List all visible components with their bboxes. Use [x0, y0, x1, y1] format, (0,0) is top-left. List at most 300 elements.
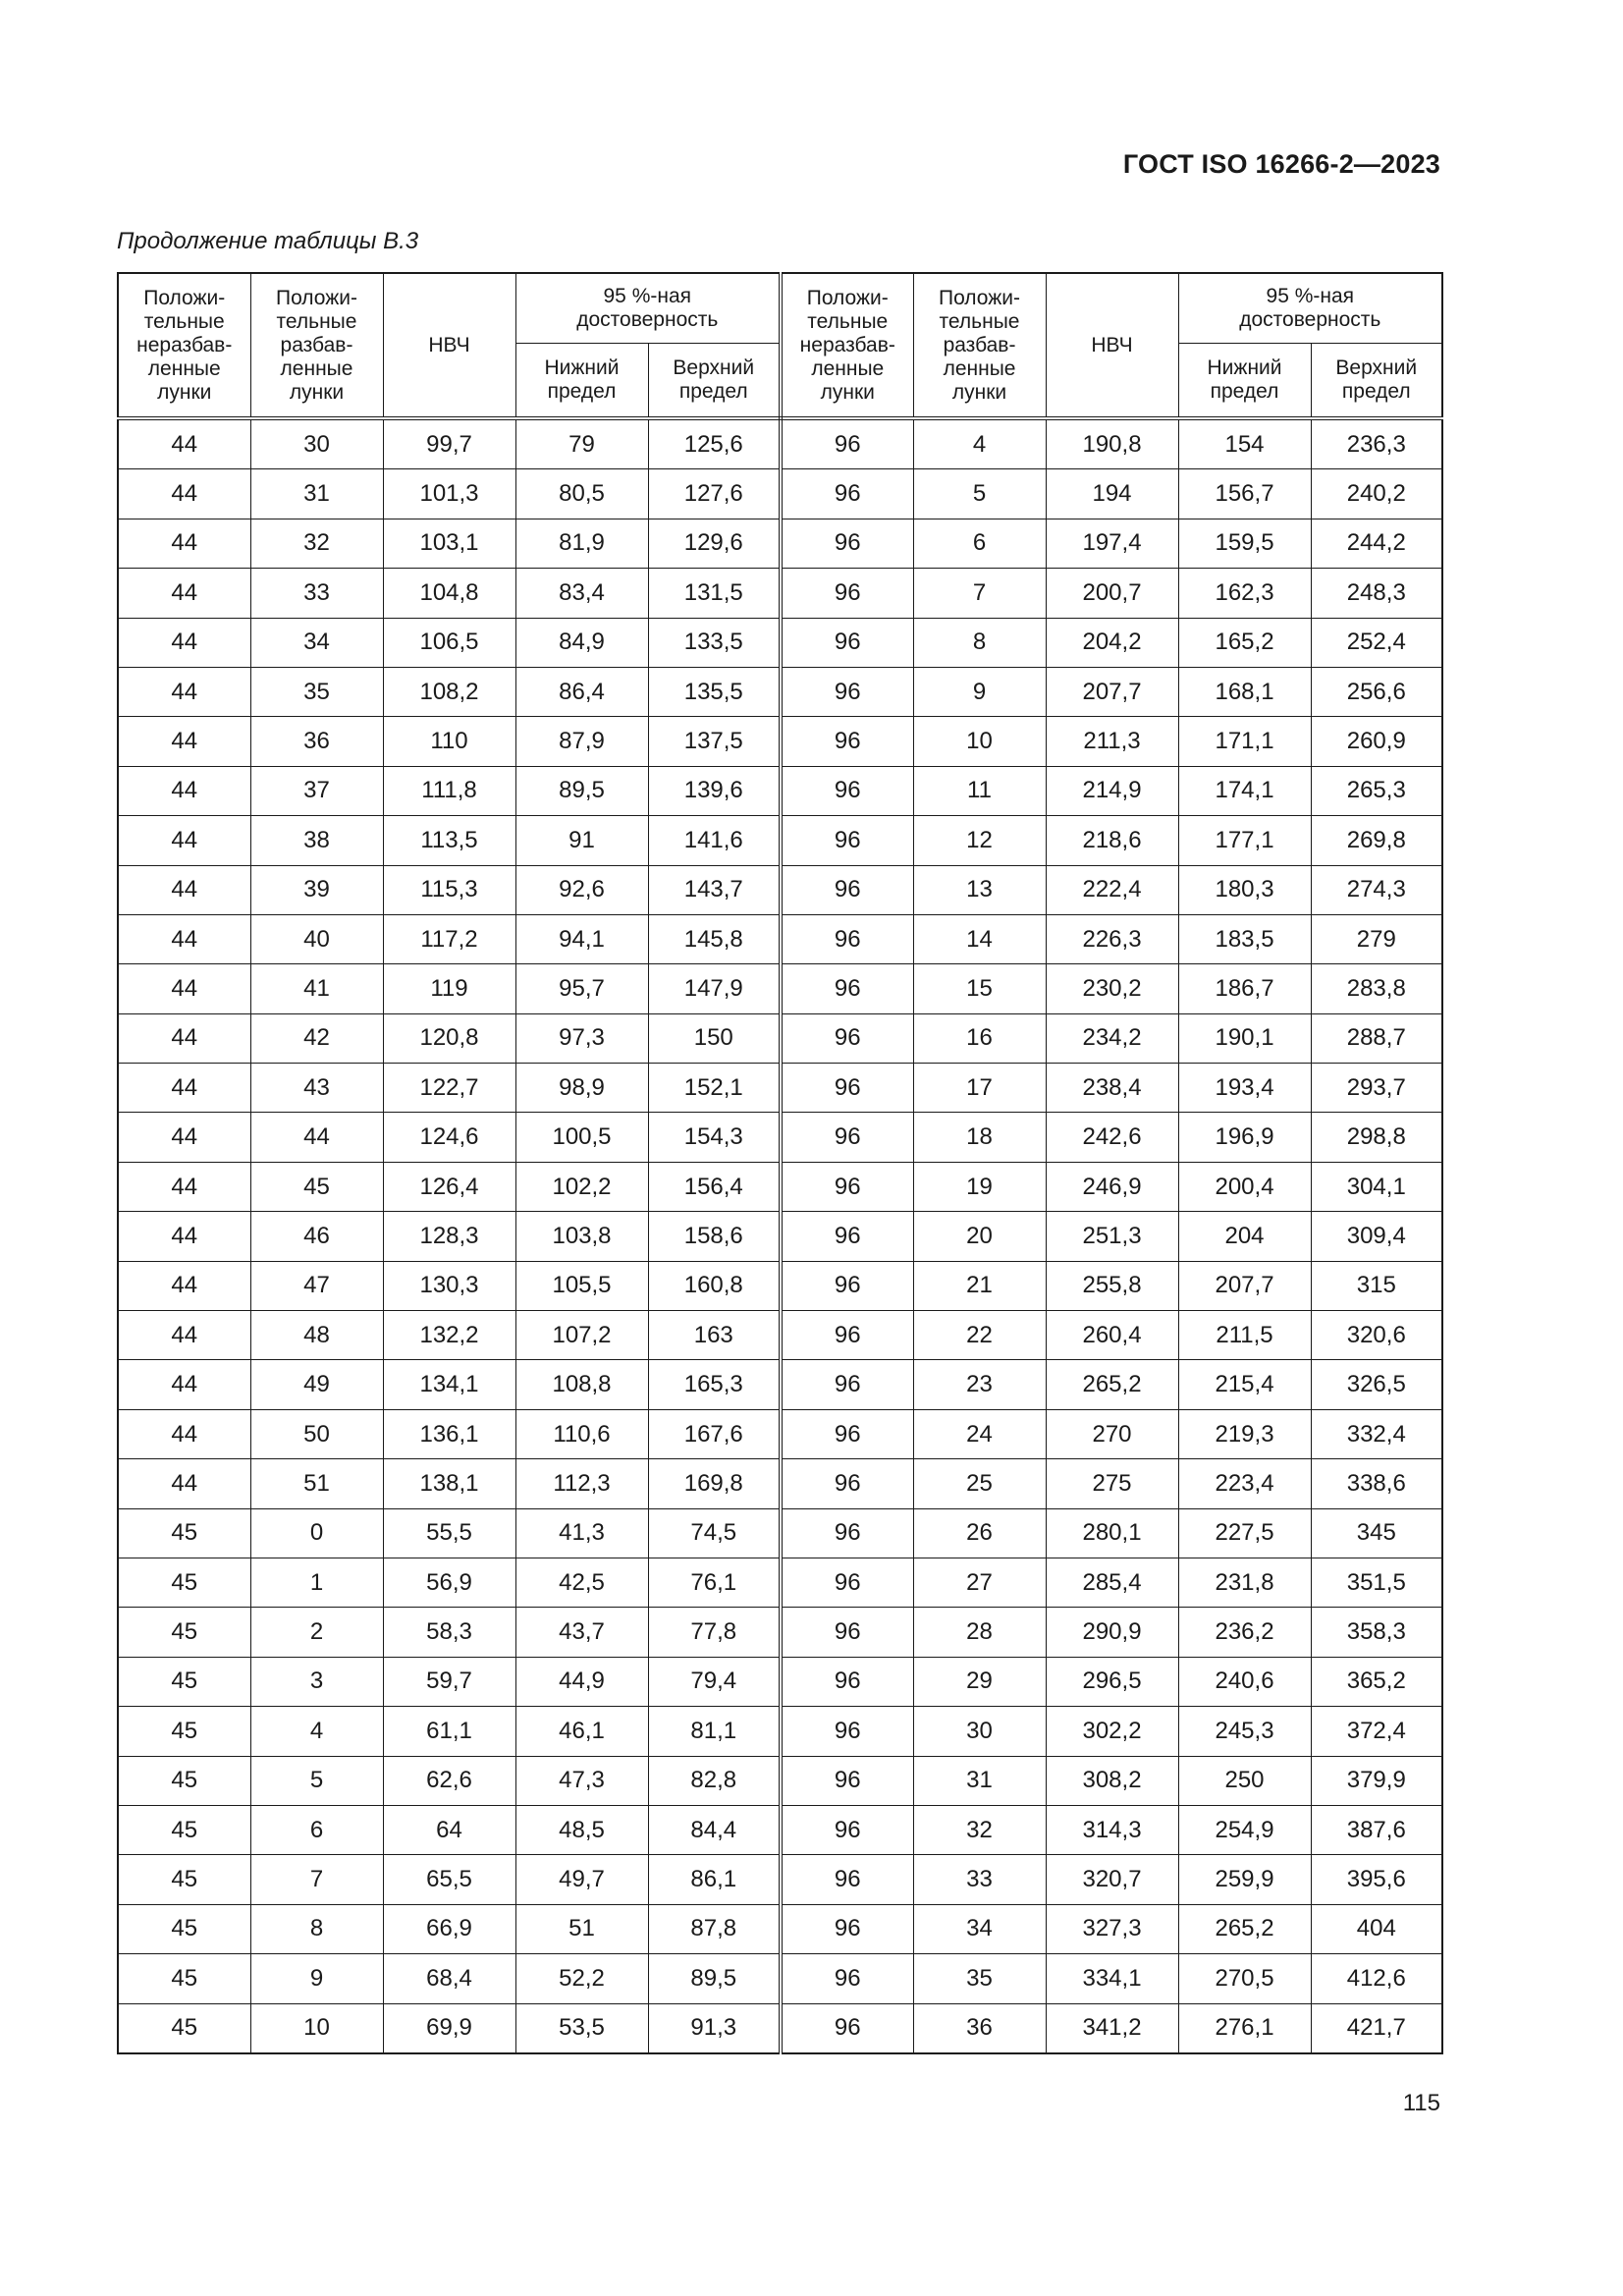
cell-upper: 86,1 [648, 1855, 781, 1904]
page-number: 115 [1402, 2090, 1440, 2116]
cell-mpn-2: 230,2 [1046, 964, 1178, 1013]
table-row [118, 667, 1442, 716]
cell-lower: 81,9 [515, 519, 648, 568]
table-row [118, 964, 1442, 1013]
table-row [118, 618, 1442, 667]
cell-lower-2: 236,2 [1178, 1608, 1311, 1657]
cell-pos-undiluted-2: 96 [781, 1657, 913, 1706]
cell-pos-undiluted-2: 96 [781, 766, 913, 815]
cell-lower: 48,5 [515, 1805, 648, 1854]
cell-pos-diluted-2: 21 [913, 1261, 1046, 1310]
cell-lower-2: 171,1 [1178, 717, 1311, 766]
cell-upper-2: 236,3 [1311, 418, 1442, 469]
cell-lower-2: 156,7 [1178, 469, 1311, 519]
cell-pos-diluted: 50 [250, 1409, 383, 1458]
cell-lower: 108,8 [515, 1360, 648, 1409]
cell-upper: 76,1 [648, 1558, 781, 1607]
cell-upper: 158,6 [648, 1212, 781, 1261]
cell-pos-undiluted-2: 96 [781, 2003, 913, 2053]
cell-pos-diluted-2: 32 [913, 1805, 1046, 1854]
table-row [118, 1805, 1442, 1854]
cell-lower: 110,6 [515, 1409, 648, 1458]
cell-mpn: 104,8 [383, 569, 515, 618]
header-pos-diluted-2: Положи- тельные разбав- ленные лунки [913, 273, 1046, 418]
cell-pos-undiluted: 44 [118, 1409, 250, 1458]
cell-mpn-2: 341,2 [1046, 2003, 1178, 2053]
cell-pos-undiluted: 45 [118, 1508, 250, 1558]
cell-lower: 100,5 [515, 1113, 648, 1162]
cell-upper-2: 345 [1311, 1508, 1442, 1558]
cell-mpn: 55,5 [383, 1508, 515, 1558]
table-row [118, 1261, 1442, 1310]
table-row [118, 914, 1442, 963]
cell-upper: 127,6 [648, 469, 781, 519]
cell-pos-diluted-2: 9 [913, 667, 1046, 716]
cell-upper: 143,7 [648, 865, 781, 914]
cell-upper-2: 269,8 [1311, 816, 1442, 865]
table-container [117, 272, 1441, 2054]
cell-pos-diluted-2: 16 [913, 1013, 1046, 1063]
cell-pos-diluted: 48 [250, 1311, 383, 1360]
cell-upper-2: 288,7 [1311, 1013, 1442, 1063]
cell-mpn-2: 327,3 [1046, 1904, 1178, 1953]
table-caption: Продолжение таблицы В.3 [117, 228, 419, 254]
cell-lower-2: 211,5 [1178, 1311, 1311, 1360]
cell-lower: 91 [515, 816, 648, 865]
cell-lower: 47,3 [515, 1756, 648, 1805]
table-row [118, 1064, 1442, 1113]
cell-lower-2: 177,1 [1178, 816, 1311, 865]
cell-lower-2: 168,1 [1178, 667, 1311, 716]
cell-pos-diluted-2: 29 [913, 1657, 1046, 1706]
cell-upper: 89,5 [648, 1954, 781, 2003]
cell-pos-undiluted-2: 96 [781, 618, 913, 667]
cell-mpn: 130,3 [383, 1261, 515, 1310]
cell-upper: 137,5 [648, 717, 781, 766]
cell-upper: 74,5 [648, 1508, 781, 1558]
cell-mpn: 126,4 [383, 1162, 515, 1211]
cell-mpn-2: 214,9 [1046, 766, 1178, 815]
cell-lower: 98,9 [515, 1064, 648, 1113]
cell-lower: 41,3 [515, 1508, 648, 1558]
header-pos-diluted: Положи- тельные разбав- ленные лунки [250, 273, 383, 418]
cell-pos-diluted: 35 [250, 667, 383, 716]
cell-pos-diluted-2: 31 [913, 1756, 1046, 1805]
cell-mpn-2: 290,9 [1046, 1608, 1178, 1657]
cell-upper-2: 315 [1311, 1261, 1442, 1310]
cell-mpn: 128,3 [383, 1212, 515, 1261]
cell-mpn-2: 334,1 [1046, 1954, 1178, 2003]
cell-pos-diluted: 43 [250, 1064, 383, 1113]
header-mpn-2: НВЧ [1046, 273, 1178, 418]
cell-mpn-2: 265,2 [1046, 1360, 1178, 1409]
cell-pos-diluted: 9 [250, 1954, 383, 2003]
cell-mpn: 115,3 [383, 865, 515, 914]
cell-upper: 145,8 [648, 914, 781, 963]
cell-pos-diluted-2: 26 [913, 1508, 1046, 1558]
cell-upper-2: 274,3 [1311, 865, 1442, 914]
cell-lower: 83,4 [515, 569, 648, 618]
cell-pos-undiluted-2: 96 [781, 964, 913, 1013]
table-row [118, 569, 1442, 618]
cell-lower: 53,5 [515, 2003, 648, 2053]
cell-lower: 97,3 [515, 1013, 648, 1063]
cell-mpn: 58,3 [383, 1608, 515, 1657]
cell-lower-2: 180,3 [1178, 865, 1311, 914]
cell-lower-2: 196,9 [1178, 1113, 1311, 1162]
cell-lower: 84,9 [515, 618, 648, 667]
cell-mpn: 61,1 [383, 1707, 515, 1756]
cell-pos-undiluted: 44 [118, 964, 250, 1013]
cell-pos-diluted-2: 33 [913, 1855, 1046, 1904]
cell-pos-undiluted: 44 [118, 816, 250, 865]
cell-pos-diluted: 33 [250, 569, 383, 618]
cell-lower-2: 219,3 [1178, 1409, 1311, 1458]
cell-pos-undiluted-2: 96 [781, 1212, 913, 1261]
cell-pos-diluted: 44 [250, 1113, 383, 1162]
cell-pos-undiluted-2: 96 [781, 1558, 913, 1607]
cell-pos-diluted-2: 14 [913, 914, 1046, 963]
document-code: ГОСТ ISO 16266-2—2023 [1122, 149, 1440, 179]
cell-pos-undiluted: 44 [118, 1360, 250, 1409]
cell-lower-2: 165,2 [1178, 618, 1311, 667]
cell-mpn: 106,5 [383, 618, 515, 667]
cell-mpn-2: 260,4 [1046, 1311, 1178, 1360]
cell-pos-diluted-2: 10 [913, 717, 1046, 766]
cell-upper: 129,6 [648, 519, 781, 568]
cell-pos-undiluted: 44 [118, 1311, 250, 1360]
cell-pos-diluted: 46 [250, 1212, 383, 1261]
cell-pos-undiluted-2: 96 [781, 1459, 913, 1508]
cell-mpn-2: 308,2 [1046, 1756, 1178, 1805]
cell-upper-2: 365,2 [1311, 1657, 1442, 1706]
cell-upper: 163 [648, 1311, 781, 1360]
cell-pos-diluted-2: 35 [913, 1954, 1046, 2003]
cell-lower-2: 265,2 [1178, 1904, 1311, 1953]
cell-mpn-2: 226,3 [1046, 914, 1178, 963]
cell-pos-diluted: 1 [250, 1558, 383, 1607]
cell-pos-undiluted-2: 96 [781, 1360, 913, 1409]
cell-mpn-2: 275 [1046, 1459, 1178, 1508]
cell-upper: 165,3 [648, 1360, 781, 1409]
cell-mpn: 59,7 [383, 1657, 515, 1706]
cell-pos-diluted-2: 5 [913, 469, 1046, 519]
cell-pos-diluted: 7 [250, 1855, 383, 1904]
cell-pos-diluted: 40 [250, 914, 383, 963]
cell-mpn: 110 [383, 717, 515, 766]
cell-pos-diluted-2: 34 [913, 1904, 1046, 1953]
cell-pos-diluted: 2 [250, 1608, 383, 1657]
cell-pos-undiluted: 44 [118, 1113, 250, 1162]
cell-pos-diluted: 41 [250, 964, 383, 1013]
cell-upper: 169,8 [648, 1459, 781, 1508]
cell-pos-undiluted-2: 96 [781, 1855, 913, 1904]
table-row [118, 1855, 1442, 1904]
cell-upper: 160,8 [648, 1261, 781, 1310]
table-row [118, 1756, 1442, 1805]
cell-lower: 79 [515, 418, 648, 469]
cell-mpn: 124,6 [383, 1113, 515, 1162]
cell-lower: 46,1 [515, 1707, 648, 1756]
cell-mpn-2: 204,2 [1046, 618, 1178, 667]
table-row [118, 1608, 1442, 1657]
cell-pos-diluted: 32 [250, 519, 383, 568]
cell-upper: 87,8 [648, 1904, 781, 1953]
table-row [118, 469, 1442, 519]
cell-mpn: 68,4 [383, 1954, 515, 2003]
cell-upper-2: 293,7 [1311, 1064, 1442, 1113]
cell-mpn: 117,2 [383, 914, 515, 963]
cell-pos-diluted: 37 [250, 766, 383, 815]
cell-pos-undiluted-2: 96 [781, 418, 913, 469]
table-row [118, 2003, 1442, 2053]
mpn-table [117, 272, 1443, 2054]
cell-upper-2: 256,6 [1311, 667, 1442, 716]
table-row [118, 418, 1442, 469]
cell-lower-2: 245,3 [1178, 1707, 1311, 1756]
cell-upper: 91,3 [648, 2003, 781, 2053]
cell-upper: 154,3 [648, 1113, 781, 1162]
cell-upper: 150 [648, 1013, 781, 1063]
cell-mpn: 103,1 [383, 519, 515, 568]
cell-pos-undiluted: 45 [118, 1855, 250, 1904]
cell-lower-2: 231,8 [1178, 1558, 1311, 1607]
cell-pos-undiluted-2: 96 [781, 569, 913, 618]
cell-mpn-2: 255,8 [1046, 1261, 1178, 1310]
header-confidence: 95 %-ная достоверность [515, 273, 781, 344]
cell-pos-diluted-2: 6 [913, 519, 1046, 568]
table-row [118, 1657, 1442, 1706]
cell-lower: 44,9 [515, 1657, 648, 1706]
cell-pos-diluted: 49 [250, 1360, 383, 1409]
cell-lower-2: 223,4 [1178, 1459, 1311, 1508]
cell-pos-undiluted-2: 96 [781, 1064, 913, 1113]
header-pos-undiluted: Положи- тельные неразбав- ленные лунки [118, 273, 250, 418]
cell-mpn-2: 207,7 [1046, 667, 1178, 716]
cell-lower-2: 227,5 [1178, 1508, 1311, 1558]
header-confidence-2: 95 %-ная достоверность [1178, 273, 1442, 344]
cell-upper: 77,8 [648, 1608, 781, 1657]
cell-pos-diluted-2: 20 [913, 1212, 1046, 1261]
cell-lower: 102,2 [515, 1162, 648, 1211]
cell-mpn-2: 251,3 [1046, 1212, 1178, 1261]
cell-upper-2: 309,4 [1311, 1212, 1442, 1261]
cell-pos-diluted-2: 36 [913, 2003, 1046, 2053]
cell-pos-diluted-2: 23 [913, 1360, 1046, 1409]
cell-mpn-2: 197,4 [1046, 519, 1178, 568]
cell-pos-diluted-2: 28 [913, 1608, 1046, 1657]
cell-upper: 152,1 [648, 1064, 781, 1113]
cell-mpn: 62,6 [383, 1756, 515, 1805]
cell-pos-undiluted-2: 96 [781, 1013, 913, 1063]
cell-mpn-2: 194 [1046, 469, 1178, 519]
cell-pos-undiluted: 44 [118, 418, 250, 469]
cell-pos-undiluted-2: 96 [781, 1162, 913, 1211]
cell-mpn: 134,1 [383, 1360, 515, 1409]
cell-pos-undiluted: 45 [118, 1756, 250, 1805]
cell-lower-2: 186,7 [1178, 964, 1311, 1013]
cell-pos-undiluted: 44 [118, 766, 250, 815]
table-row [118, 1459, 1442, 1508]
cell-lower-2: 193,4 [1178, 1064, 1311, 1113]
cell-upper-2: 283,8 [1311, 964, 1442, 1013]
table-row [118, 1409, 1442, 1458]
cell-lower: 107,2 [515, 1311, 648, 1360]
cell-upper-2: 404 [1311, 1904, 1442, 1953]
cell-pos-undiluted-2: 96 [781, 865, 913, 914]
cell-mpn-2: 190,8 [1046, 418, 1178, 469]
cell-mpn: 132,2 [383, 1311, 515, 1360]
cell-pos-undiluted: 45 [118, 1707, 250, 1756]
cell-mpn-2: 238,4 [1046, 1064, 1178, 1113]
cell-pos-undiluted: 44 [118, 569, 250, 618]
cell-upper-2: 358,3 [1311, 1608, 1442, 1657]
cell-pos-undiluted-2: 96 [781, 1707, 913, 1756]
cell-lower-2: 240,6 [1178, 1657, 1311, 1706]
cell-pos-undiluted-2: 96 [781, 914, 913, 963]
cell-pos-diluted: 51 [250, 1459, 383, 1508]
cell-upper: 81,1 [648, 1707, 781, 1756]
cell-mpn: 56,9 [383, 1558, 515, 1607]
cell-lower-2: 250 [1178, 1756, 1311, 1805]
cell-pos-diluted-2: 30 [913, 1707, 1046, 1756]
cell-mpn: 99,7 [383, 418, 515, 469]
table-row [118, 1707, 1442, 1756]
cell-upper-2: 298,8 [1311, 1113, 1442, 1162]
cell-mpn: 66,9 [383, 1904, 515, 1953]
table-header [118, 273, 1442, 418]
cell-mpn-2: 280,1 [1046, 1508, 1178, 1558]
cell-pos-diluted: 39 [250, 865, 383, 914]
table-body [118, 418, 1442, 2053]
cell-upper: 147,9 [648, 964, 781, 1013]
cell-pos-diluted: 10 [250, 2003, 383, 2053]
cell-pos-diluted-2: 4 [913, 418, 1046, 469]
cell-upper: 167,6 [648, 1409, 781, 1458]
cell-lower-2: 162,3 [1178, 569, 1311, 618]
cell-lower-2: 190,1 [1178, 1013, 1311, 1063]
cell-pos-diluted-2: 7 [913, 569, 1046, 618]
cell-lower: 51 [515, 1904, 648, 1953]
cell-upper-2: 244,2 [1311, 519, 1442, 568]
cell-upper-2: 351,5 [1311, 1558, 1442, 1607]
cell-mpn-2: 320,7 [1046, 1855, 1178, 1904]
cell-mpn-2: 296,5 [1046, 1657, 1178, 1706]
cell-pos-diluted-2: 19 [913, 1162, 1046, 1211]
cell-pos-undiluted-2: 96 [781, 1311, 913, 1360]
cell-upper: 79,4 [648, 1657, 781, 1706]
cell-mpn: 138,1 [383, 1459, 515, 1508]
cell-pos-undiluted: 44 [118, 865, 250, 914]
cell-pos-undiluted-2: 96 [781, 1113, 913, 1162]
cell-lower-2: 159,5 [1178, 519, 1311, 568]
cell-pos-diluted: 34 [250, 618, 383, 667]
cell-pos-undiluted: 45 [118, 1904, 250, 1953]
cell-pos-diluted-2: 15 [913, 964, 1046, 1013]
cell-mpn-2: 211,3 [1046, 717, 1178, 766]
cell-upper: 84,4 [648, 1805, 781, 1854]
cell-upper-2: 279 [1311, 914, 1442, 963]
cell-lower: 49,7 [515, 1855, 648, 1904]
cell-lower-2: 276,1 [1178, 2003, 1311, 2053]
cell-pos-undiluted-2: 96 [781, 667, 913, 716]
cell-mpn: 65,5 [383, 1855, 515, 1904]
table-row [118, 1311, 1442, 1360]
table-row [118, 1212, 1442, 1261]
cell-pos-undiluted: 45 [118, 1558, 250, 1607]
cell-pos-diluted-2: 8 [913, 618, 1046, 667]
cell-pos-diluted-2: 25 [913, 1459, 1046, 1508]
cell-pos-diluted: 36 [250, 717, 383, 766]
cell-pos-undiluted: 45 [118, 1805, 250, 1854]
cell-pos-diluted-2: 24 [913, 1409, 1046, 1458]
cell-mpn-2: 246,9 [1046, 1162, 1178, 1211]
cell-lower: 86,4 [515, 667, 648, 716]
table-row [118, 1558, 1442, 1607]
cell-upper-2: 240,2 [1311, 469, 1442, 519]
cell-pos-diluted: 31 [250, 469, 383, 519]
cell-pos-undiluted-2: 96 [781, 717, 913, 766]
table-row [118, 1013, 1442, 1063]
cell-mpn-2: 302,2 [1046, 1707, 1178, 1756]
cell-pos-undiluted: 44 [118, 1064, 250, 1113]
cell-pos-diluted: 42 [250, 1013, 383, 1063]
cell-upper: 82,8 [648, 1756, 781, 1805]
cell-pos-diluted: 38 [250, 816, 383, 865]
cell-lower: 89,5 [515, 766, 648, 815]
cell-mpn-2: 314,3 [1046, 1805, 1178, 1854]
cell-lower-2: 200,4 [1178, 1162, 1311, 1211]
cell-mpn: 120,8 [383, 1013, 515, 1063]
cell-pos-diluted: 8 [250, 1904, 383, 1953]
cell-pos-undiluted-2: 96 [781, 1409, 913, 1458]
cell-pos-undiluted: 45 [118, 1954, 250, 2003]
cell-pos-undiluted: 45 [118, 1657, 250, 1706]
cell-pos-diluted: 5 [250, 1756, 383, 1805]
cell-pos-diluted-2: 11 [913, 766, 1046, 815]
cell-mpn-2: 234,2 [1046, 1013, 1178, 1063]
table-row [118, 816, 1442, 865]
cell-upper-2: 260,9 [1311, 717, 1442, 766]
cell-upper-2: 412,6 [1311, 1954, 1442, 2003]
cell-upper: 125,6 [648, 418, 781, 469]
cell-pos-diluted: 47 [250, 1261, 383, 1310]
cell-mpn: 113,5 [383, 816, 515, 865]
cell-upper: 156,4 [648, 1162, 781, 1211]
header-upper: Верхний предел [648, 344, 781, 419]
cell-pos-diluted: 30 [250, 418, 383, 469]
header-lower-2: Нижний предел [1178, 344, 1311, 419]
cell-lower: 112,3 [515, 1459, 648, 1508]
cell-pos-undiluted-2: 96 [781, 1756, 913, 1805]
table-row [118, 1360, 1442, 1409]
cell-mpn: 111,8 [383, 766, 515, 815]
cell-mpn: 69,9 [383, 2003, 515, 2053]
cell-lower-2: 183,5 [1178, 914, 1311, 963]
cell-lower: 87,9 [515, 717, 648, 766]
cell-mpn-2: 222,4 [1046, 865, 1178, 914]
cell-lower: 95,7 [515, 964, 648, 1013]
cell-pos-diluted-2: 12 [913, 816, 1046, 865]
cell-pos-undiluted: 44 [118, 1212, 250, 1261]
cell-lower-2: 259,9 [1178, 1855, 1311, 1904]
cell-pos-undiluted: 44 [118, 469, 250, 519]
cell-lower-2: 254,9 [1178, 1805, 1311, 1854]
cell-upper-2: 304,1 [1311, 1162, 1442, 1211]
cell-pos-undiluted-2: 96 [781, 1261, 913, 1310]
header-upper-2: Верхний предел [1311, 344, 1442, 419]
cell-lower: 92,6 [515, 865, 648, 914]
